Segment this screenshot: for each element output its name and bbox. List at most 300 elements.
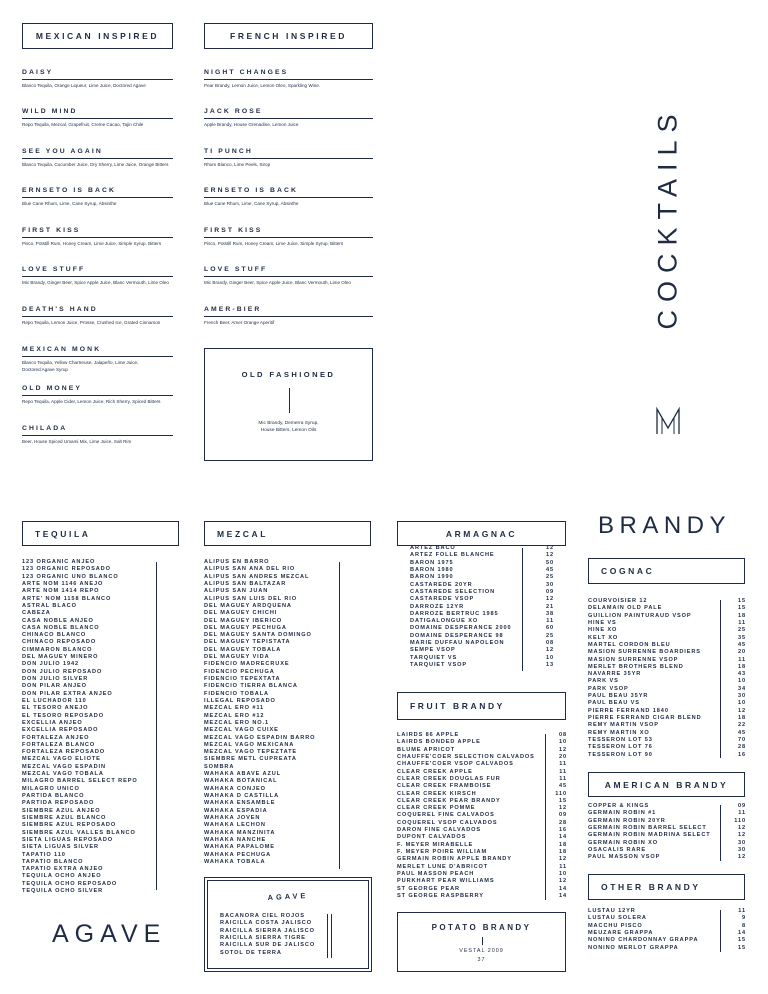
item-name: COQUEREL VSOP CALVADOS: [397, 819, 498, 826]
list-item: [397, 732, 567, 739]
item-name: LAIRDS BONDED APPLE: [397, 739, 481, 746]
list-item: MEZCAL VAGO TEPEZTATE: [204, 749, 298, 756]
mezcal-header: [204, 521, 371, 546]
list-item: SOMBRA: [204, 763, 235, 770]
list-item: [410, 647, 554, 654]
item-name: PAUL MASSON PEACH: [397, 870, 475, 877]
list-item: DEL MAGUEY PECHUGA: [204, 624, 287, 631]
agave-list: [220, 913, 315, 957]
list-item: [588, 722, 746, 729]
list-item: [588, 854, 746, 861]
list-item: [588, 700, 746, 707]
list-item: DON PILAR ANJEO: [22, 683, 87, 690]
armagnac-divider: [522, 548, 523, 671]
cocktails-side-title: COCKTAILS: [652, 106, 683, 330]
item-name: ARTEZ BACO: [410, 545, 456, 551]
list-item: DON PILAR EXTRA ANJEO: [22, 690, 113, 697]
item-price: 45: [737, 641, 746, 648]
list-item: ALIPUS SAN JUAN: [204, 588, 269, 595]
old-fashioned-divider: [289, 388, 290, 413]
list-item: [410, 567, 554, 574]
item-price: 16: [558, 827, 567, 834]
list-item: MILAGRO UNICO: [22, 785, 80, 792]
brandy-big-title: BRANDY: [598, 512, 732, 539]
list-item: ARTE' NOM 1158 BLANCO: [22, 595, 112, 602]
list-item: [588, 752, 746, 759]
list-item: [410, 582, 554, 589]
item-price: 12: [545, 552, 554, 559]
item-price: 8: [741, 922, 746, 929]
list-item: FORTALEZA BLANCO: [22, 741, 96, 748]
item-price: 15: [737, 944, 746, 951]
cocktail-name: OLD MONEY: [22, 385, 83, 392]
list-item: PARTIDA BLANCO: [22, 793, 85, 799]
list-item: [588, 937, 746, 944]
list-item: DON JULIO SILVER: [22, 676, 89, 682]
mezcal-title: MEZCAL: [217, 528, 269, 539]
list-item: [397, 747, 567, 754]
item-name: DARROZE 12YR: [410, 603, 465, 610]
french-inspired-header: [204, 23, 373, 49]
fruit-brandy-title: FRUIT BRANDY: [410, 701, 505, 711]
list-item: FORTALEZA ANJEO: [22, 734, 90, 741]
list-item: WAHAKA ABAVE AZUL: [204, 771, 282, 778]
item-price: 14: [558, 885, 567, 892]
list-item: FIDENCIO TEPEXTATA: [204, 676, 281, 682]
item-name: DOMAINE DESPERANCE 98: [410, 632, 504, 639]
cocktail-name: JACK ROSE: [204, 108, 263, 115]
agave-big-title: AGAVE: [52, 920, 167, 948]
item-name: PAUL MASSON VSOP: [588, 854, 661, 861]
cocktail-ingredients: French Beer, Amer Orange Aperitif: [204, 320, 275, 325]
list-item: [410, 640, 554, 647]
list-item: [397, 769, 567, 776]
item-name: PIERRE FERRAND 1840: [588, 707, 669, 714]
cocktail-divider: [204, 276, 373, 277]
list-item: SIEMBRE AZUL BLANCO: [22, 814, 107, 821]
list-item: WAHAKA PECHUGA: [204, 851, 272, 858]
item-price: 18: [737, 715, 746, 721]
list-item: EXCELLIA ANJEO: [22, 719, 83, 726]
list-item: [588, 642, 746, 649]
item-name: MERLET BROTHERS BLEND: [588, 663, 684, 670]
item-price: 11: [738, 810, 746, 817]
item-price: 18: [558, 841, 567, 848]
list-item: MEZCAL VAGO ESPADIN BARRO: [204, 734, 316, 741]
item-price: 09: [558, 812, 567, 819]
item-name: CLEAR CREEK POMME: [397, 805, 476, 812]
item-price: 10: [737, 678, 746, 685]
cocktail-divider: [22, 118, 173, 119]
item-name: MERLET LUNE D'ABRICOT: [397, 863, 489, 870]
list-item: [397, 805, 567, 812]
item-price: 15: [737, 605, 746, 612]
list-item: [588, 715, 746, 722]
list-item: [588, 657, 746, 664]
item-price: 12: [737, 824, 746, 831]
item-name: CLEAR CREEK DOUGLAS FUR: [397, 775, 501, 782]
item-price: 16: [737, 751, 746, 758]
item-price: 12: [545, 647, 554, 654]
fruit-brandy-header: [397, 692, 566, 720]
list-item: WAHAKA JOVEN: [204, 814, 261, 821]
item-name: DATIGALONGUE XO: [410, 618, 479, 625]
item-price: 11: [559, 863, 567, 870]
cocktail-ingredients: Blanco Tequila, Cucumber Juice, Dry Sherry, Lime Juice, Orange Bitters: [22, 162, 169, 167]
list-item: [397, 798, 567, 805]
item-price: 21: [545, 603, 554, 610]
item-name: TARQUIET VSOP: [410, 662, 467, 668]
list-item: [588, 744, 746, 751]
item-price: 110: [555, 790, 567, 797]
other-brandy-list: [588, 908, 746, 952]
item-name: PURKHART PEAR WILLIAMS: [397, 878, 495, 885]
list-item: BACANORA CIEL ROJOS: [220, 913, 305, 919]
list-item: [397, 820, 567, 827]
item-price: 12: [558, 805, 567, 812]
list-item: CASA NOBLE ANJEO: [22, 617, 94, 624]
item-name: MASION SURRENNE VSOP: [588, 656, 679, 663]
item-price: 14: [558, 834, 567, 841]
list-item: [588, 664, 746, 671]
list-item: [588, 649, 746, 656]
old-fashioned-box: [204, 348, 373, 461]
list-item: FIDENCIO PECHUGA: [204, 668, 275, 675]
item-price: 22: [737, 722, 746, 729]
item-price: 38: [545, 610, 554, 617]
list-item: SIEMBRE METL CUPREATA: [204, 756, 297, 763]
logo-m: [654, 406, 682, 436]
list-item: [397, 871, 567, 878]
list-item: WAHAKA CONJEO: [204, 785, 266, 792]
cocktail-divider: [204, 118, 373, 119]
list-item: DEL MAGUEY TOBALA: [204, 646, 282, 653]
item-price: 12: [737, 707, 746, 714]
list-item: [397, 754, 567, 761]
cognac-list: [588, 598, 746, 759]
item-name: GERMAIN ROBIN XO: [588, 839, 659, 846]
list-item: FIDENCIO TIERRA BLANCA: [204, 683, 298, 690]
item-name: PARK VS: [588, 678, 619, 685]
list-item: MEZCAL VAGO MEXICANA: [204, 741, 295, 748]
cocktail-name: SEE YOU AGAIN: [22, 148, 103, 155]
mexican-inspired-header: [22, 23, 173, 49]
list-item: DEL MAGUEY CHICHI: [204, 610, 278, 617]
item-price: 11: [546, 618, 554, 625]
item-name: MACCHU PISCO: [588, 922, 643, 929]
item-price: 10: [545, 654, 554, 661]
item-name: LUSTAU SOLERA: [588, 915, 647, 922]
list-item: WAHAKA MANZINITA: [204, 829, 276, 836]
list-item: [410, 618, 554, 625]
cocktail-name: AMER-BIER: [204, 306, 262, 313]
list-item: [588, 930, 746, 937]
item-name: COPPER & KINGS: [588, 803, 650, 809]
old-fashioned-ingredients-1: Mic Brandy, Demerra Syrup,: [258, 421, 319, 426]
list-item: DEL MAGUEY TEPISTATA: [204, 639, 291, 646]
list-item: [588, 945, 746, 952]
item-price: 10: [737, 700, 746, 707]
item-price: 45: [545, 566, 554, 573]
list-item: [410, 662, 554, 669]
item-name: GERMAIN ROBIN 20YR: [588, 817, 666, 824]
logo-m-icon: [654, 406, 682, 436]
list-item: CIMMARON BLANCO: [22, 646, 93, 653]
item-name: ARTEZ FOLLE BLANCHE: [410, 552, 495, 559]
item-price: 11: [559, 775, 567, 782]
item-price: 28: [737, 744, 746, 751]
item-name: REMY MARTIN XO: [588, 729, 650, 736]
list-item: CABEZA: [22, 610, 51, 617]
list-item: [588, 737, 746, 744]
list-item: WAHAKA D CASTILLA: [204, 793, 280, 799]
item-name: CASTAREDE 20YR: [410, 581, 473, 588]
item-name: BARON 1990: [410, 574, 454, 581]
list-item: FORTALEZA REPOSADO: [22, 749, 106, 756]
item-name: TARQUIET VS: [410, 654, 458, 661]
list-item: EL TESORO REPOSADO: [22, 712, 104, 719]
list-item: [410, 611, 554, 618]
cocktail-ingredients: Pisco, Potstill Rum, Honey Cream, Lime Juice, Simple Syrup, Bitters: [204, 241, 344, 246]
item-price: 08: [545, 640, 554, 647]
cocktail-ingredients: Mic Brandy, Ginger Beer, Spice Apple Juice, Blanc Vermouth, Lime Oleo: [204, 280, 351, 285]
cocktail-name: CHILADA: [22, 425, 68, 432]
list-item: [397, 878, 567, 885]
item-price: 11: [559, 761, 567, 768]
armagnac-title: ARMAGNAC: [445, 528, 518, 539]
agave-divider-2: [331, 914, 332, 958]
item-price: 25: [545, 632, 554, 639]
item-price: 45: [737, 729, 746, 736]
list-item: WAHAKA LECHON: [204, 822, 266, 829]
item-price: 45: [558, 783, 567, 790]
item-price: 08: [558, 732, 567, 738]
list-item: EXCELLIA REPOSADO: [22, 727, 99, 734]
cocktail-divider: [22, 316, 173, 317]
item-name: GERMAIN ROBIN MADRINA SELECT: [588, 832, 711, 839]
list-item: DON JULIO 1942: [22, 661, 80, 668]
tequila-list: [22, 559, 138, 895]
list-item: MEZCAL ERO #12: [204, 712, 265, 719]
cocktail-ingredients: Apple Brandy, House Grenadine, Lemon Juice: [204, 122, 299, 127]
item-price: 15: [737, 598, 746, 604]
item-name: MEUZARE GRAPPA: [588, 929, 654, 936]
list-item: [397, 864, 567, 871]
cocktail-name: TI PUNCH: [204, 148, 253, 155]
cocktail-divider: [204, 237, 373, 238]
cocktail-ingredients: Rhum Blanco, Lime Peels, Sirop: [204, 162, 271, 167]
item-name: CASTAREDE SELECTION: [410, 588, 496, 595]
list-item: TAPATIO BLANCO: [22, 858, 84, 865]
list-item: MEZCAL VAGO ELIOTE: [22, 756, 101, 763]
item-price: 30: [737, 846, 746, 853]
item-name: PAUL BEAU 35YR: [588, 693, 649, 700]
list-item: TEQUILA OCHO REPOSADO: [22, 880, 118, 887]
list-item: PARTIDA REPOSADO: [22, 800, 95, 807]
potato-brandy-divider: [482, 937, 483, 945]
item-price: 20: [558, 753, 567, 760]
list-item: FIDENCIO MADRECRUXE: [204, 661, 290, 668]
list-item: [588, 832, 746, 839]
list-item: SOTOL DE TERRA: [220, 949, 282, 956]
potato-brandy-item: VESTAL 2009: [459, 948, 504, 954]
list-item: [397, 849, 567, 856]
item-price: 34: [737, 685, 746, 692]
list-item: CHINACO REPOSADO: [22, 639, 97, 646]
item-name: COURVOISIER 12: [588, 598, 648, 604]
cocktail-divider: [22, 435, 173, 436]
list-item: [588, 605, 746, 612]
list-item: ALIPUS SAN LUIS DEL RIO: [204, 595, 298, 602]
other-brandy-header: [588, 874, 745, 900]
item-price: 18: [558, 849, 567, 855]
cocktail-divider: [204, 197, 373, 198]
cocktail-ingredients: Blanco Tequila, Orange Liqueur, Lime Juice, Doctored Agave: [22, 83, 146, 88]
list-item: [397, 827, 567, 834]
item-name: MARIE DUFFAU NAPOLEON: [410, 640, 505, 647]
cocktail-name: NIGHT CHANGES: [204, 69, 289, 76]
list-item: [410, 545, 554, 552]
item-price: 11: [738, 908, 746, 914]
cocktail-divider: [22, 356, 173, 357]
list-item: TEQUILA OCHO ANJEO: [22, 873, 102, 880]
list-item: MEZCAL VAGO CUIXE: [204, 727, 279, 734]
item-name: TESSERON LOT 53: [588, 736, 653, 743]
item-name: DELAMAIN OLD PALE: [588, 605, 663, 612]
cocktail-ingredients-cont: Doctored Agave Syrup: [22, 367, 68, 372]
item-name: MASION SURRENNE BOARDIERS: [588, 649, 701, 656]
list-item: MEZCAL ERO NO.1: [204, 719, 269, 726]
item-name: GERMAIN ROBIN APPLE BRANDY: [397, 856, 512, 863]
list-item: [410, 655, 554, 662]
list-item: DEL MAGUEY IBERICO: [204, 617, 283, 624]
list-item: [588, 627, 746, 634]
item-name: BLUME APRICOT: [397, 746, 456, 753]
item-price: 110: [734, 817, 746, 824]
item-price: 25: [737, 627, 746, 634]
list-item: SIEMBRE AZUL ANJEO: [22, 807, 101, 814]
item-name: F. MEYER POIRE WILLIAM: [397, 849, 488, 855]
list-item: [410, 589, 554, 596]
item-price: 12: [737, 854, 746, 861]
list-item: [588, 671, 746, 678]
list-item: DEL MAGUEY ARDQUENA: [204, 602, 292, 609]
item-name: CLEAR CREEK FRAMBOISE: [397, 783, 492, 790]
tequila-title: TEQUILA: [35, 528, 91, 539]
item-name: NONINO MERLOT GRAPPA: [588, 944, 679, 951]
list-item: [588, 730, 746, 737]
french-inspired-title: FRENCH INSPIRED: [230, 31, 347, 41]
item-name: NAVARRE 35YR: [588, 671, 642, 678]
list-item: [588, 908, 746, 915]
list-item: RAICILLA COSTA JALISCO: [220, 920, 312, 927]
list-item: 123 ORGANIC ANJEO: [22, 559, 96, 565]
item-price: 30: [545, 581, 554, 588]
item-name: DUPONT CALVADOS: [397, 834, 467, 841]
cocktail-divider: [204, 158, 373, 159]
item-name: CHAUFFE'COER VSOP CALVADOS: [397, 761, 514, 768]
item-name: CLEAR CREEK PEAR BRANDY: [397, 797, 501, 804]
list-item: ARTE NOM 1146 ANEJO: [22, 580, 104, 587]
item-name: NONINO CHARDONNAY GRAPPA: [588, 937, 699, 944]
list-item: SIETA LIGUAS SILVER: [22, 844, 99, 851]
list-item: [588, 686, 746, 693]
list-item: [397, 834, 567, 841]
item-price: 10: [558, 739, 567, 746]
list-item: TAPATIO 110: [22, 851, 66, 858]
list-item: [588, 678, 746, 685]
potato-brandy-title: POTATO BRANDY: [431, 923, 532, 932]
cocktail-divider: [22, 276, 173, 277]
item-price: 30: [737, 839, 746, 846]
item-name: LUSTAU 12YR: [588, 908, 636, 914]
cocktail-divider: [22, 79, 173, 80]
potato-brandy-box: [397, 912, 566, 972]
agave-box-title: AGAVE: [267, 890, 309, 903]
item-name: TESSERON LOT 90: [588, 751, 653, 758]
cocktail-name: MEXICAN MONK: [22, 346, 102, 353]
item-name: ST GEORGE PEAR: [397, 885, 460, 892]
list-item: WAHAKA PAPALOME: [204, 844, 275, 851]
list-item: ASTRAL BLACO: [22, 602, 77, 609]
item-name: PARK VSOP: [588, 685, 629, 692]
list-item: [397, 791, 567, 798]
list-item: WAHAKA ENSAMBLE: [204, 800, 276, 807]
list-item: SIETA LIGUAS REPOSADO: [22, 836, 114, 843]
list-item: ALIPUS SAN BALTAZAR: [204, 580, 287, 587]
item-price: 43: [737, 671, 746, 678]
list-item: MEZCAL VAGO TOBALA: [22, 771, 104, 778]
armagnac-list: [410, 545, 554, 669]
list-item: RAICILLA SUR DE JALISCO: [220, 942, 316, 949]
agave-divider-1: [327, 914, 328, 958]
list-item: [410, 552, 554, 559]
list-item: MEZCAL ERO #11: [204, 705, 265, 712]
list-item: [588, 620, 746, 627]
other-brandy-divider: [720, 910, 721, 952]
item-price: 14: [737, 929, 746, 936]
list-item: [410, 574, 554, 581]
item-price: 14: [558, 892, 567, 899]
item-name: BARON 1980: [410, 566, 454, 573]
list-item: [397, 783, 567, 790]
armagnac-header: [397, 521, 566, 546]
list-item: [588, 693, 746, 700]
cocktail-name: DEATH'S HAND: [22, 306, 98, 313]
cocktail-name: LOVE STUFF: [204, 266, 268, 273]
list-item: ILLEGAL REPOSADO: [204, 697, 276, 704]
list-item: ALIPUS SAN ANDRES MEZCAL: [204, 573, 310, 580]
agave-box: [204, 877, 372, 972]
list-item: [588, 847, 746, 854]
list-item: WAHAKA TOBALA: [204, 858, 266, 865]
list-item: [410, 625, 554, 632]
item-price: 13: [545, 662, 554, 668]
cocktail-ingredients: Repo Tequila, Lemon Juice, Prosse, Crushed Ice, Grated Cinnamon: [22, 320, 161, 325]
cognac-title: COGNAC: [601, 566, 655, 576]
item-price: 10: [558, 870, 567, 877]
list-item: [397, 761, 567, 768]
list-item: [588, 923, 746, 930]
list-item: FIDENCIO TOBALA: [204, 690, 269, 697]
item-name: COQUEREL FINE CALVADOS: [397, 812, 495, 819]
item-name: REMY MARTIN VSOP: [588, 722, 659, 729]
item-price: 15: [558, 797, 567, 804]
item-name: KELT XO: [588, 634, 619, 641]
list-item: [588, 825, 746, 832]
list-item: CHINACO BLANCO: [22, 632, 87, 639]
list-item: CASA NOBLE BLANCO: [22, 624, 100, 631]
